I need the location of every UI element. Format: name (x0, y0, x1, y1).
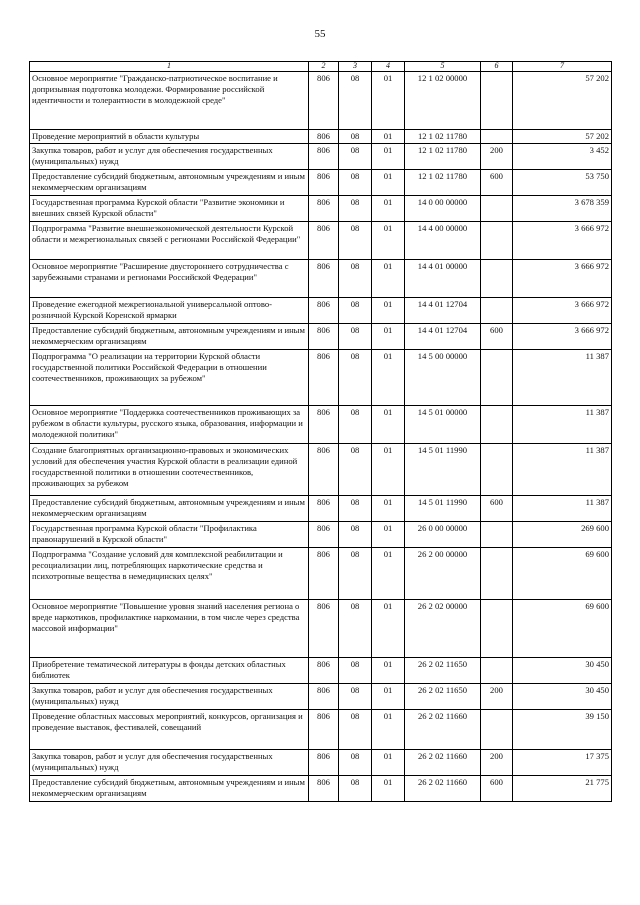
row-amount: 3 666 972 (513, 324, 612, 350)
row-code-section: 08 (339, 600, 372, 658)
row-amount: 30 450 (513, 658, 612, 684)
row-expense-type (481, 406, 513, 444)
row-code-ministry: 806 (309, 144, 339, 170)
row-target-article: 14 4 01 12704 (405, 324, 481, 350)
row-expense-type (481, 196, 513, 222)
row-code-subsection: 01 (372, 750, 405, 776)
row-code-ministry: 806 (309, 776, 339, 802)
row-code-section: 08 (339, 130, 372, 144)
row-code-ministry: 806 (309, 170, 339, 196)
table-row (30, 324, 612, 350)
row-code-section: 08 (339, 170, 372, 196)
row-amount: 57 202 (513, 72, 612, 130)
row-expense-type (481, 298, 513, 324)
row-expense-type: 200 (481, 144, 513, 170)
row-code-ministry: 806 (309, 298, 339, 324)
row-code-section: 08 (339, 658, 372, 684)
row-code-subsection: 01 (372, 130, 405, 144)
row-code-ministry: 806 (309, 522, 339, 548)
row-expense-type (481, 260, 513, 298)
row-code-subsection: 01 (372, 776, 405, 802)
row-code-subsection: 01 (372, 196, 405, 222)
row-code-subsection: 01 (372, 658, 405, 684)
row-name: Предоставление субсидий бюджетным, автономным учреждениям и иным некоммерческим организациям (30, 324, 309, 350)
table-row (30, 496, 612, 522)
row-code-section: 08 (339, 522, 372, 548)
row-code-section: 08 (339, 196, 372, 222)
row-target-article: 26 2 02 11650 (405, 684, 481, 710)
row-code-subsection: 01 (372, 144, 405, 170)
row-code-ministry: 806 (309, 222, 339, 260)
table-row (30, 222, 612, 260)
row-name: Основное мероприятие "Расширение двустороннего сотрудничества с зарубежными странами и регионами Российской Федерации" (30, 260, 309, 298)
row-target-article: 26 2 02 11660 (405, 776, 481, 802)
row-amount: 57 202 (513, 130, 612, 144)
row-code-section: 08 (339, 776, 372, 802)
row-name: Предоставление субсидий бюджетным, автономным учреждениям и иным некоммерческим организациям (30, 170, 309, 196)
column-header-1: 1 (30, 62, 309, 72)
table-row (30, 548, 612, 600)
table-row (30, 298, 612, 324)
table-row (30, 600, 612, 658)
row-target-article: 14 0 00 00000 (405, 196, 481, 222)
row-code-section: 08 (339, 406, 372, 444)
row-amount: 269 600 (513, 522, 612, 548)
row-expense-type: 600 (481, 496, 513, 522)
row-amount: 53 750 (513, 170, 612, 196)
row-name: Основное мероприятие "Повышение уровня знаний населения региона о вреде наркотиков, профилактике наркомании, в том числе через средства массовой информации" (30, 600, 309, 658)
table-row (30, 406, 612, 444)
row-amount: 30 450 (513, 684, 612, 710)
row-code-section: 08 (339, 260, 372, 298)
table-row (30, 776, 612, 802)
column-header-4: 4 (372, 62, 405, 72)
row-amount: 39 150 (513, 710, 612, 750)
row-name: Проведение областных массовых мероприятий, конкурсов, организация и проведение выставок, фестивалей, совещаний (30, 710, 309, 750)
row-code-subsection: 01 (372, 350, 405, 406)
row-code-section: 08 (339, 710, 372, 750)
row-amount: 11 387 (513, 496, 612, 522)
row-code-ministry: 806 (309, 406, 339, 444)
table-row (30, 144, 612, 170)
table-row (30, 522, 612, 548)
row-amount: 3 452 (513, 144, 612, 170)
row-expense-type: 200 (481, 684, 513, 710)
table-row (30, 170, 612, 196)
table-row (30, 130, 612, 144)
row-amount: 3 666 972 (513, 298, 612, 324)
row-code-section: 08 (339, 750, 372, 776)
row-code-subsection: 01 (372, 522, 405, 548)
row-name: Предоставление субсидий бюджетным, автономным учреждениям и иным некоммерческим организациям (30, 496, 309, 522)
row-code-subsection: 01 (372, 406, 405, 444)
row-target-article: 14 4 01 12704 (405, 298, 481, 324)
row-expense-type (481, 548, 513, 600)
row-target-article: 12 1 02 11780 (405, 144, 481, 170)
row-target-article: 26 2 00 00000 (405, 548, 481, 600)
row-amount: 21 775 (513, 776, 612, 802)
row-name: Подпрограмма "Развитие внешнеэкономической деятельности Курской области и межрегиональных связей с регионами Российской Федерации" (30, 222, 309, 260)
row-expense-type (481, 350, 513, 406)
row-code-subsection: 01 (372, 600, 405, 658)
row-code-subsection: 01 (372, 444, 405, 496)
table-row (30, 72, 612, 130)
table-row (30, 710, 612, 750)
row-expense-type (481, 522, 513, 548)
row-amount: 11 387 (513, 444, 612, 496)
row-code-ministry: 806 (309, 496, 339, 522)
column-header-7: 7 (513, 62, 612, 72)
row-name: Приобретение тематической литературы в фонды детских областных библиотек (30, 658, 309, 684)
row-target-article: 26 2 02 11660 (405, 750, 481, 776)
row-name: Подпрограмма "О реализации на территории Курской области государственной политики Российской Федерации в отношении соотечественников, проживающих за рубежом" (30, 350, 309, 406)
table-row (30, 658, 612, 684)
row-target-article: 12 1 02 11780 (405, 170, 481, 196)
header-row (30, 62, 612, 72)
row-name: Закупка товаров, работ и услуг для обеспечения государственных (муниципальных) нужд (30, 684, 309, 710)
row-target-article: 14 5 01 00000 (405, 406, 481, 444)
row-code-ministry: 806 (309, 750, 339, 776)
row-code-subsection: 01 (372, 170, 405, 196)
row-target-article: 26 2 02 11650 (405, 658, 481, 684)
table-row (30, 350, 612, 406)
row-code-section: 08 (339, 350, 372, 406)
row-code-ministry: 806 (309, 684, 339, 710)
row-name: Закупка товаров, работ и услуг для обеспечения государственных (муниципальных) нужд (30, 750, 309, 776)
row-name: Предоставление субсидий бюджетным, автономным учреждениям и иным некоммерческим организациям (30, 776, 309, 802)
row-amount: 3 678 359 (513, 196, 612, 222)
row-code-ministry: 806 (309, 72, 339, 130)
row-target-article: 14 4 01 00000 (405, 260, 481, 298)
row-amount: 3 666 972 (513, 222, 612, 260)
row-code-subsection: 01 (372, 496, 405, 522)
page-number: 55 (314, 28, 326, 40)
row-target-article: 14 4 00 00000 (405, 222, 481, 260)
row-code-section: 08 (339, 444, 372, 496)
row-code-section: 08 (339, 222, 372, 260)
row-code-ministry: 806 (309, 710, 339, 750)
row-target-article: 12 1 02 00000 (405, 72, 481, 130)
row-name: Государственная программа Курской области "Развитие экономики и внешних связей Курской области" (30, 196, 309, 222)
row-expense-type (481, 600, 513, 658)
row-target-article: 12 1 02 11780 (405, 130, 481, 144)
table-row (30, 196, 612, 222)
column-header-3: 3 (339, 62, 372, 72)
row-code-section: 08 (339, 144, 372, 170)
table-row (30, 260, 612, 298)
row-code-section: 08 (339, 72, 372, 130)
row-name: Подпрограмма "Создание условий для комплексной реабилитации и ресоциализации лиц, потребляющих наркотические средства и психотропные вещества в немедицинских целях" (30, 548, 309, 600)
row-name: Проведение мероприятий в области культуры (30, 130, 309, 144)
row-code-subsection: 01 (372, 684, 405, 710)
row-expense-type: 600 (481, 324, 513, 350)
column-header-5: 5 (405, 62, 481, 72)
row-code-subsection: 01 (372, 260, 405, 298)
row-target-article: 14 5 00 00000 (405, 350, 481, 406)
row-code-ministry: 806 (309, 350, 339, 406)
row-code-section: 08 (339, 548, 372, 600)
row-expense-type: 600 (481, 170, 513, 196)
row-code-section: 08 (339, 298, 372, 324)
row-expense-type: 600 (481, 776, 513, 802)
row-amount: 3 666 972 (513, 260, 612, 298)
row-expense-type: 200 (481, 750, 513, 776)
row-expense-type (481, 710, 513, 750)
row-code-ministry: 806 (309, 324, 339, 350)
row-code-subsection: 01 (372, 298, 405, 324)
row-name: Закупка товаров, работ и услуг для обеспечения государственных (муниципальных) нужд (30, 144, 309, 170)
row-name: Государственная программа Курской области "Профилактика правонарушений в Курской области" (30, 522, 309, 548)
row-target-article: 26 0 00 00000 (405, 522, 481, 548)
row-code-section: 08 (339, 324, 372, 350)
row-code-ministry: 806 (309, 548, 339, 600)
row-code-section: 08 (339, 496, 372, 522)
row-code-ministry: 806 (309, 196, 339, 222)
row-code-ministry: 806 (309, 130, 339, 144)
row-expense-type (481, 658, 513, 684)
row-code-subsection: 01 (372, 72, 405, 130)
row-target-article: 26 2 02 11660 (405, 710, 481, 750)
table-row (30, 750, 612, 776)
row-code-ministry: 806 (309, 600, 339, 658)
row-code-section: 08 (339, 684, 372, 710)
row-amount: 17 375 (513, 750, 612, 776)
row-target-article: 14 5 01 11990 (405, 496, 481, 522)
table-row (30, 444, 612, 496)
row-amount: 69 600 (513, 548, 612, 600)
row-name: Проведение ежегодной межрегиональной универсальной оптово-розничной Курской Коренской ярмарки (30, 298, 309, 324)
row-code-ministry: 806 (309, 444, 339, 496)
row-amount: 11 387 (513, 406, 612, 444)
column-header-2: 2 (309, 62, 339, 72)
row-code-ministry: 806 (309, 260, 339, 298)
row-expense-type (481, 72, 513, 130)
row-target-article: 14 5 01 11990 (405, 444, 481, 496)
row-name: Создание благоприятных организационно-правовых и экономических условий для обеспечения участия Курской области в реализации единой государственной политики в отношении соотечественников, проживающих за рубежом (30, 444, 309, 496)
row-expense-type (481, 222, 513, 260)
row-name: Основное мероприятие "Поддержка соотечественников проживающих за рубежом в области культуры, русского языка, образования, информации и молодежной политики" (30, 406, 309, 444)
row-expense-type (481, 130, 513, 144)
row-code-subsection: 01 (372, 548, 405, 600)
row-code-subsection: 01 (372, 222, 405, 260)
row-target-article: 26 2 02 00000 (405, 600, 481, 658)
row-name: Основное мероприятие "Гражданско-патриотическое воспитание и допризывная подготовка молодежи. Формирование российской идентичности и толерантности в молодежной среде" (30, 72, 309, 130)
row-code-subsection: 01 (372, 710, 405, 750)
row-code-ministry: 806 (309, 658, 339, 684)
table-row (30, 684, 612, 710)
row-amount: 69 600 (513, 600, 612, 658)
row-expense-type (481, 444, 513, 496)
row-code-subsection: 01 (372, 324, 405, 350)
row-amount: 11 387 (513, 350, 612, 406)
budget-table (29, 61, 612, 802)
column-header-6: 6 (481, 62, 513, 72)
